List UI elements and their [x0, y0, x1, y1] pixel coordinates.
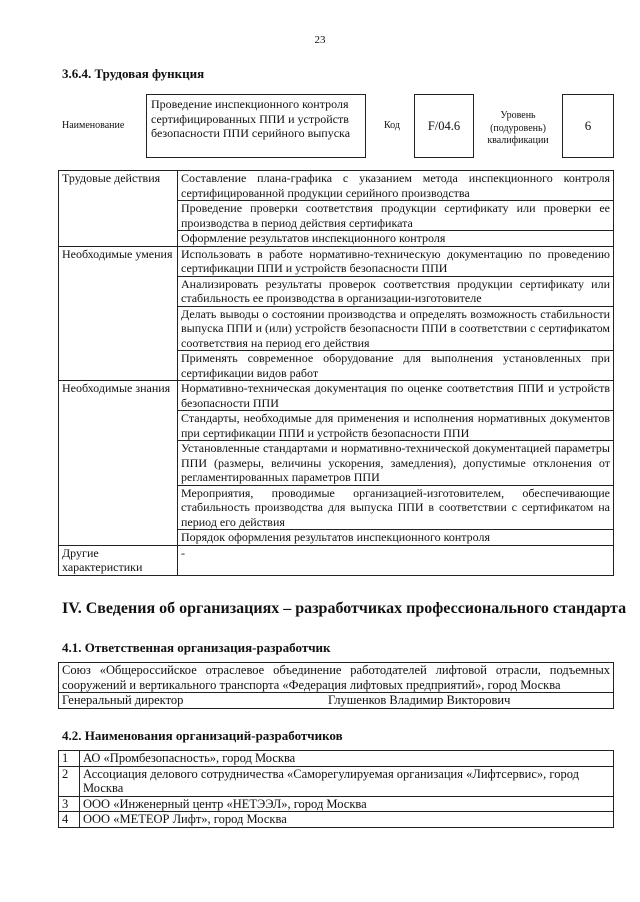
table-cell: Установленные стандартами и нормативно-технической документацией параметры ППИ (размеры, величины ускорения, замедления), допустимые отклонения от регламентированных параметров ППИ: [178, 441, 614, 486]
qualification-level-value: 6: [562, 94, 614, 158]
section-4-2-title: 4.2. Наименования организаций-разработчиков: [62, 728, 343, 743]
director-position: Генеральный директор: [62, 693, 184, 707]
row-number: 4: [59, 812, 80, 828]
table-cell: Мероприятия, проводимые организацией-изготовителем, обеспечивающие стабильность производства для выпуска ППИ в соответствии с сертификатом на период его действия: [178, 485, 614, 530]
table-cell: -: [178, 545, 614, 575]
row-number: 1: [59, 751, 80, 767]
director-name: Глушенков Владимир Викторович: [328, 693, 511, 707]
director-cell: [59, 693, 614, 709]
developer-name: Ассоциация делового сотрудничества «Саморегулируемая организация «Лифтсервис», город Москва: [80, 766, 614, 796]
code-label: Код: [384, 120, 400, 131]
organization-name: Союз «Общероссийское отраслевое объединение работодателей лифтовой отрасли, подъемных сооружений и вертикального транспорта «Федерация лифтовых предприятий», город Москва: [59, 663, 614, 693]
developer-name: АО «Промбезопасность», город Москва: [80, 751, 614, 767]
row-number: 2: [59, 766, 80, 796]
table-cell: Оформление результатов инспекционного контроля: [178, 231, 614, 247]
qualification-level-label: Уровень (подуровень) квалификации: [487, 110, 549, 146]
table-row: [59, 796, 614, 812]
row-label-other: Другие характеристики: [59, 545, 178, 575]
table-row: [59, 171, 614, 201]
row-label-knowledge: Необходимые знания: [59, 381, 178, 546]
page-number: 23: [314, 34, 326, 46]
table-row: [59, 545, 614, 575]
table-row: [59, 751, 614, 767]
row-label-skills: Необходимые умения: [59, 246, 178, 381]
name-label: Наименование: [62, 120, 125, 131]
table-cell: Делать выводы о состоянии производства и определять возможность стабильности выпуска ППИ и (или) устройств безопасности ППИ в соответствии с сертификатом соответствия на период его действия: [178, 306, 614, 351]
table-cell: Стандарты, необходимые для применения и исполнения нормативных документов при сертификации ППИ и устройств безопасности ППИ: [178, 411, 614, 441]
developer-name: ООО «МЕТЕОР Лифт», город Москва: [80, 812, 614, 828]
responsible-organization-table: [58, 662, 614, 709]
developer-name: ООО «Инженерный центр «НЕТЭЭЛ», город Москва: [80, 796, 614, 812]
table-cell: Составление плана-графика с указанием метода инспекционного контроля сертифицированной продукции серийного производства: [178, 171, 614, 201]
name-value: Проведение инспекционного контроля сертифицированных ППИ и устройств безопасности ППИ серийного выпуска: [146, 94, 366, 158]
row-number: 3: [59, 796, 80, 812]
section-4-title: IV. Сведения об организациях – разработчиках профессионального стандарта: [62, 600, 627, 617]
table-cell: Использовать в работе нормативно-техническую документацию по проведению сертификации ППИ и устройств безопасности ППИ: [178, 246, 614, 276]
table-cell: Нормативно-техническая документация по оценке соответствия ППИ и устройств безопасности ППИ: [178, 381, 614, 411]
table-row: [59, 381, 614, 411]
labor-function-table: [58, 170, 614, 576]
table-row: [59, 812, 614, 828]
table-cell: Проведение проверки соответствия продукции сертификату или проверки ее производства в период действия сертификата: [178, 201, 614, 231]
labor-function-title: 3.6.4. Трудовая функция: [62, 66, 205, 81]
code-value: F/04.6: [414, 94, 474, 158]
developer-organizations-table: [58, 750, 614, 828]
table-cell: Анализировать результаты проверок соответствия продукции сертификату или стабильность ее производства в организации-изготовителе: [178, 276, 614, 306]
table-cell: Порядок оформления результатов инспекционного контроля: [178, 530, 614, 546]
table-cell: Применять современное оборудование для выполнения установленных при сертификации видов работ: [178, 351, 614, 381]
table-row: [59, 246, 614, 276]
section-4-1-title: 4.1. Ответственная организация-разработчик: [62, 640, 331, 655]
row-label-actions: Трудовые действия: [59, 171, 178, 247]
table-row: [59, 693, 614, 709]
table-row: [59, 766, 614, 796]
table-row: [59, 663, 614, 693]
